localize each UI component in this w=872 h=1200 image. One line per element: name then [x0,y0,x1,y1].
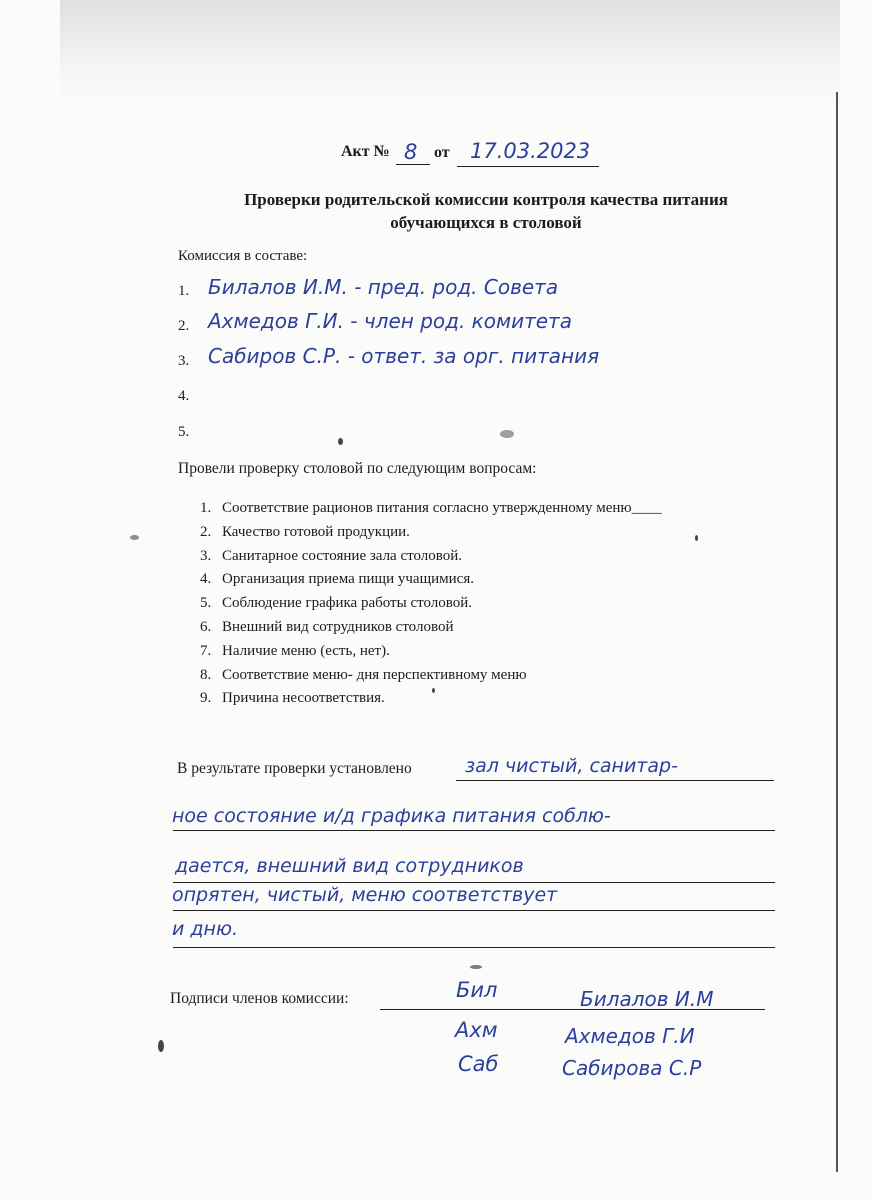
act-number-underline [396,164,430,165]
result-text-line: опрятен, чистый, меню соответствует [172,884,558,906]
result-underline [173,910,775,911]
list-item: 6. Внешний вид сотрудников столовой [200,618,454,635]
scan-speck [432,688,435,693]
page-edge-line [836,92,838,1172]
member-number: 3. [178,353,190,369]
scan-speck [338,438,343,445]
member-number: 1. [178,283,190,299]
act-date: 17.03.2023 [470,139,591,163]
list-item: 2. Качество готовой продукции. [200,523,410,540]
member-name: Сабиров С.Р. - ответ. за орг. питания [208,344,600,368]
act-date-prefix: от [434,144,450,161]
list-item: 8. Соответствие меню- дня перспективному меню [200,666,527,683]
member-number: 5. [178,424,190,440]
questions-label: Провели проверку столовой по следующим вопросам: [178,460,537,477]
result-label: В результате проверки установлено [177,760,412,777]
result-text-line: и дню. [172,918,238,940]
signature-name: Ахмедов Г.И [565,1024,695,1048]
commission-label: Комиссия в составе: [178,248,308,264]
member-name: Ахмедов Г.И. - член род. комитета [208,309,572,333]
list-item: 4. Организация приема пищи учащимися. [200,571,474,588]
signature-name: Сабирова С.Р [562,1056,702,1080]
signature-mark: Ахм [455,1018,498,1042]
member-number: 2. [178,318,190,334]
signature-mark: Саб [458,1052,499,1076]
list-item: 3. Санитарное состояние зала столовой. [200,547,463,564]
scan-speck [470,965,482,969]
member-name: Билалов И.М. - пред. род. Совета [208,275,559,299]
result-underline [173,830,775,831]
scan-speck [158,1040,164,1052]
list-item: 9. Причина несоответствия. [200,690,385,707]
scan-speck [695,535,698,541]
act-number: 8 [404,140,418,164]
document-title-line1: Проверки родительской комиссии контроля качества питания [244,190,728,209]
questions-list [200,497,662,711]
signature-mark: Бил [456,978,498,1002]
list-item: 7. Наличие меню (есть, нет). [200,642,390,659]
signatures-label: Подписи членов комиссии: [170,990,349,1007]
act-header [341,143,390,161]
result-text-line: дается, внешний вид сотрудников [175,855,524,877]
result-underline [173,882,775,883]
list-item: 1. Соответствие рационов питания согласно утвержденному меню____ [200,500,662,516]
result-underline [456,780,774,781]
scan-shadow [60,0,840,110]
result-text-line: ное состояние и/д графика питания соблю- [172,805,611,827]
member-number: 4. [178,388,190,404]
act-date-underline [457,166,599,167]
list-item: 5. Соблюдение графика работы столовой. [200,595,473,612]
result-text-line: зал чистый, санитар- [465,755,678,777]
result-underline [173,947,775,948]
scan-speck [500,430,514,438]
act-prefix: Акт № [341,143,390,160]
document-title-line2: обучающихся в столовой [390,213,582,232]
signature-name: Билалов И.М [580,987,714,1011]
scan-speck [130,535,139,540]
